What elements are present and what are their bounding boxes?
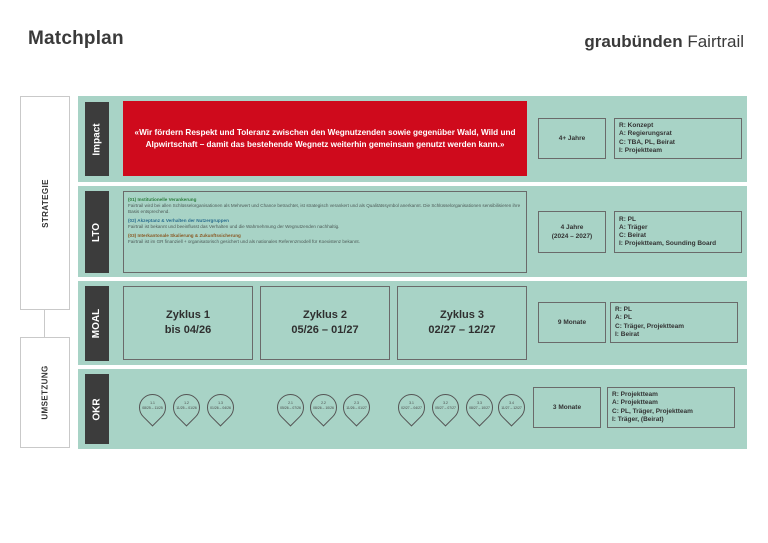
impact-raci-c: C: TBA, PL, Beirat: [619, 138, 675, 146]
row-tab-moal-label: MOAL: [91, 308, 103, 339]
moal-raci-i: I: Beirat: [615, 330, 640, 338]
impact-statement-text: «Wir fördern Respekt und Toleranz zwischen den Wegnutzenden sowie gegenüber Wald, Wild und Alpwirtschaft – damit das bestehende Wegnetz weiterhin gemeinsam genutzt werden kann.»: [134, 127, 516, 149]
impact-raci: [614, 118, 742, 159]
okr-id: 3.4: [509, 401, 514, 405]
lto-raci-r: R: PL: [619, 215, 636, 223]
moal-raci-c: C: Träger, Projektteam: [615, 322, 684, 330]
lto-raci-a: A: Träger: [619, 223, 648, 231]
okr-item: [432, 394, 459, 421]
okr-id: 3.1: [409, 401, 414, 405]
okr-raci: [607, 387, 735, 428]
row-moal: [78, 281, 747, 365]
row-lto: [78, 186, 747, 277]
moal-duration-text: 9 Monate: [557, 319, 587, 326]
moal-raci-a: A: PL: [615, 314, 632, 322]
row-tab-lto: [85, 191, 109, 273]
okr-period: 11/25 – 01/26: [176, 405, 197, 410]
okr-duration: [533, 387, 601, 428]
okr-raci-i: I: Träger, (Beirat): [612, 415, 664, 423]
okr-id: 2.3: [354, 401, 359, 405]
okr-period: 05/26 – 07/26: [280, 405, 301, 410]
impact-statement: [123, 101, 527, 176]
lto-item-text: Fairtrail ist bekannt und beeinflusst das Verhalten und die Wahrnehmung der Wegnutzenden nachhaltig.: [128, 224, 340, 229]
lto-item-title: (03) Interkantonale Skalierung & Zukunftssicherung: [128, 233, 241, 238]
impact-raci-r: R: Konzept: [619, 122, 654, 130]
cycle-period: 05/26 – 01/27: [291, 324, 359, 336]
okr-id: 2.2: [321, 401, 326, 405]
okr-item: [139, 394, 166, 421]
okr-raci-c: C: PL, Träger, Projektteam: [612, 407, 693, 415]
okr-item: [398, 394, 425, 421]
moal-duration: [538, 302, 606, 343]
row-tab-lto-label: LTO: [91, 222, 103, 242]
lto-raci-i: I: Projektteam, Sounding Board: [619, 240, 717, 248]
row-impact: [78, 96, 747, 182]
phase-implementation-label: UMSETZUNG: [40, 365, 50, 420]
okr-item: [277, 394, 304, 421]
brand-sub: Fairtrail: [687, 32, 744, 51]
cycle-period: bis 04/26: [164, 324, 212, 336]
lto-duration-years: 4 Jahre: [560, 224, 584, 231]
lto-item-title: (01) Institutionelle Verankerung: [128, 197, 197, 202]
okr-id: 1.3: [218, 401, 223, 405]
moal-raci: [610, 302, 738, 343]
row-tab-okr: [85, 374, 109, 444]
lto-item-text: Fairtrail wird bei allen Schlüsselorganisationen als Mehrwert und Chance betrachtet, ist strategisch verankert und als Qualitätssymbol anerkannt. Die Schlüsselorganisationen sensibilisieren ihre Basis entsprechend.: [128, 203, 521, 214]
okr-id: 1.1: [150, 401, 155, 405]
cycle-period: 02/27 – 12/27: [428, 324, 496, 336]
lto-item: [128, 218, 522, 230]
okr-item: [498, 394, 525, 421]
lto-item-text: Fairtrail ist im GR finanziell + organisatorisch gesichert und als nationales Referenzmodell für Koexistenz bekannt.: [128, 239, 360, 244]
lto-raci-c: C: Beirat: [619, 232, 647, 239]
lto-objectives: [123, 191, 527, 273]
lto-raci: [614, 211, 742, 253]
okr-period: 08/25 – 11/25: [142, 405, 163, 410]
okr-item: [343, 394, 370, 421]
phase-connector: [44, 310, 45, 337]
lto-duration-range: (2024 – 2027): [551, 233, 593, 240]
lto-item-title: (02) Akzeptanz & Verhalten der Nutzergruppen: [128, 218, 229, 223]
cycle-3: [397, 286, 527, 360]
okr-period: 11/26 – 01/27: [346, 405, 367, 410]
okr-period: 08/26 – 10/26: [313, 405, 334, 410]
okr-id: 3.3: [477, 401, 482, 405]
okr-raci-r: R: Projektteam: [612, 391, 658, 399]
okr-period: 11/27 – 12/27: [501, 405, 522, 410]
row-tab-impact: [85, 102, 109, 176]
lto-duration: [538, 211, 606, 253]
okr-id: 2.1: [288, 401, 293, 405]
impact-raci-i: I: Projektteam: [619, 146, 662, 154]
cycle-name: Zyklus 2: [302, 309, 348, 321]
okr-id: 1.2: [184, 401, 189, 405]
row-tab-moal: [85, 286, 109, 361]
phase-implementation: [20, 337, 70, 448]
row-tab-okr-label: OKR: [91, 397, 103, 421]
okr-item: [207, 394, 234, 421]
okr-duration-text: 3 Monate: [552, 404, 582, 411]
brand-main: graubünden: [584, 32, 683, 51]
brand-logo: [584, 32, 744, 52]
row-okr: [78, 369, 747, 449]
okr-id: 3.2: [443, 401, 448, 405]
okr-period: 08/27 – 10/27: [469, 405, 490, 410]
cycle-1: [123, 286, 253, 360]
impact-duration-text: 4+ Jahre: [558, 135, 586, 142]
okr-item: [466, 394, 493, 421]
lto-item: [128, 197, 522, 215]
impact-duration: [538, 118, 606, 159]
okr-item: [173, 394, 200, 421]
okr-item: [310, 394, 337, 421]
phase-strategy: [20, 96, 70, 310]
cycle-name: Zyklus 1: [165, 309, 211, 321]
page-title: Matchplan: [28, 28, 124, 49]
row-tab-impact-label: Impact: [91, 122, 103, 156]
okr-raci-a: A: Projektteam: [612, 399, 658, 407]
lto-item: [128, 233, 522, 245]
phase-strategy-label: STRATEGIE: [40, 178, 50, 228]
moal-raci-r: R: PL: [615, 306, 632, 314]
impact-raci-a: A: Regierungsrat: [619, 130, 672, 138]
okr-period: 01/26 – 04/26: [210, 405, 231, 410]
cycle-name: Zyklus 3: [439, 309, 485, 321]
okr-period: 05/27 – 07/27: [435, 405, 456, 410]
cycle-2: [260, 286, 390, 360]
okr-period: 02/27 – 04/27: [401, 405, 422, 410]
